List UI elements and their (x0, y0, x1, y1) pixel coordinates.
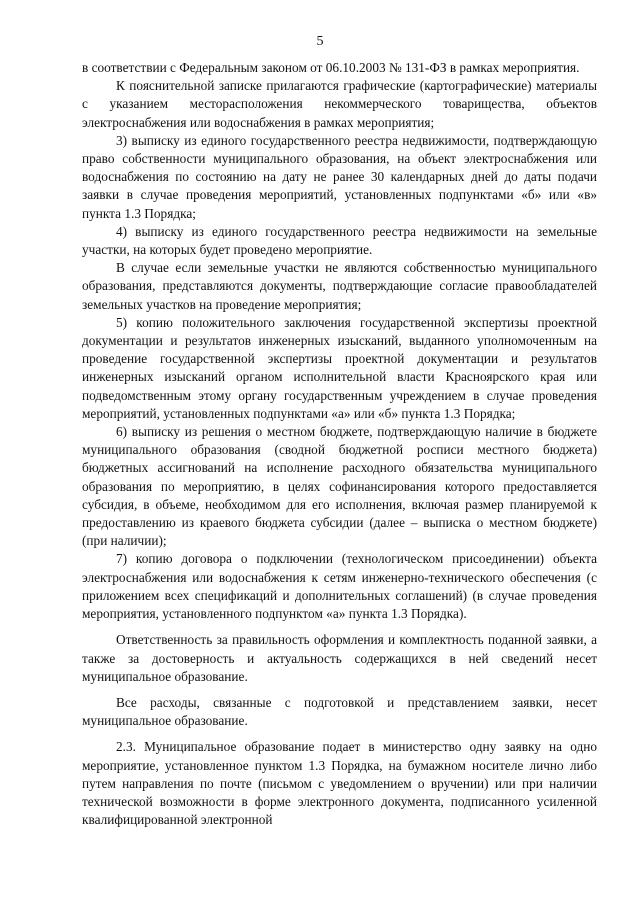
paragraph-item-5: 5) копию положительного заключения государственной экспертизы проектной документации и результатов инженерных изысканий, выданного уполномоченным на проведение государственной экспертизы проектной документации и результатов инженерных изысканий органом исполнительной власти Красноярского края или подведомственным этому органу государственным учреждением в случае проведения мероприятий, установленных подпунктами «а» или «б» пункта 1.3 Порядка; (82, 314, 597, 421)
paragraph-land-ownership: В случае если земельные участки не являются собственностью муниципального образования, представляются документы, подтверждающие согласие правообладателей земельных участков на проведение мероприятия; (82, 260, 597, 312)
paragraph-item-7: 7) копию договора о подключении (технологическом присоединении) объекта электроснабжения или водоснабжения к сетям инженерно-технического обеспечения (с приложением всех спецификаций и дополнительных соглашений) (в случае проведения мероприятия, установленного подпунктом «а» пункта 1.3 Порядка). (82, 551, 597, 622)
paragraph-continuation: в соответствии с Федеральным законом от 06.10.2003 № 131-ФЗ в рамках мероприятия. (82, 60, 580, 75)
paragraph-item-3: 3) выписку из единого государственного реестра недвижимости, подтверждающую право собственности муниципального образования, на объект электроснабжения или водоснабжения по состоянию на дату не ранее 30 календарных дней до даты подачи заявки в случае проведения мероприятий, установленных подпунктами «б» или «в» пункта 1.3 Порядка; (82, 132, 597, 221)
paragraph-expenses: Все расходы, связанные с подготовкой и представлением заявки, несет муниципальное образование. (82, 694, 597, 729)
page-number: 5 (316, 34, 324, 49)
paragraph-item-4: 4) выписку из единого государственного реестра недвижимости на земельные участки, на которых будет проведено мероприятие. (82, 223, 597, 258)
paragraph-item-6: 6) выписку из решения о местном бюджете, подтверждающую наличие в бюджете муниципального образования (сводной бюджетной росписи местного бюджета) бюджетных ассигнований на исполнение расходного обязательства муниципального образования по мероприятию, в целях софинансирования которого предоставляется субсидия, в объеме, необходимом для его исполнения, включая размер планируемой к предоставлению из краевого бюджета субсидии (далее – выписка о местном бюджете) (при наличии); (82, 424, 597, 549)
paragraph-section-2-3: 2.3. Муниципальное образование подает в министерство одну заявку на одно мероприятие, установленное пунктом 1.3 Порядка, на бумажном носителе лично либо путем направления по почте (письмом с уведомлением о вручении) или при наличии технической возможности в форме электронного документа, подписанного усиленной квалифицированной электронной (82, 739, 597, 828)
paragraph-responsibility: Ответственность за правильность оформления и комплектность поданной заявки, а также за достоверность и актуальность содержащихся в ней сведений несет муниципальное образование. (82, 632, 597, 684)
document-body (82, 59, 597, 829)
paragraph-explanatory-note: К пояснительной записке прилагаются графические (картографические) материалы с указанием месторасположения некоммерческого товарищества, объектов электроснабжения или водоснабжения в рамках мероприятия; (82, 78, 597, 130)
